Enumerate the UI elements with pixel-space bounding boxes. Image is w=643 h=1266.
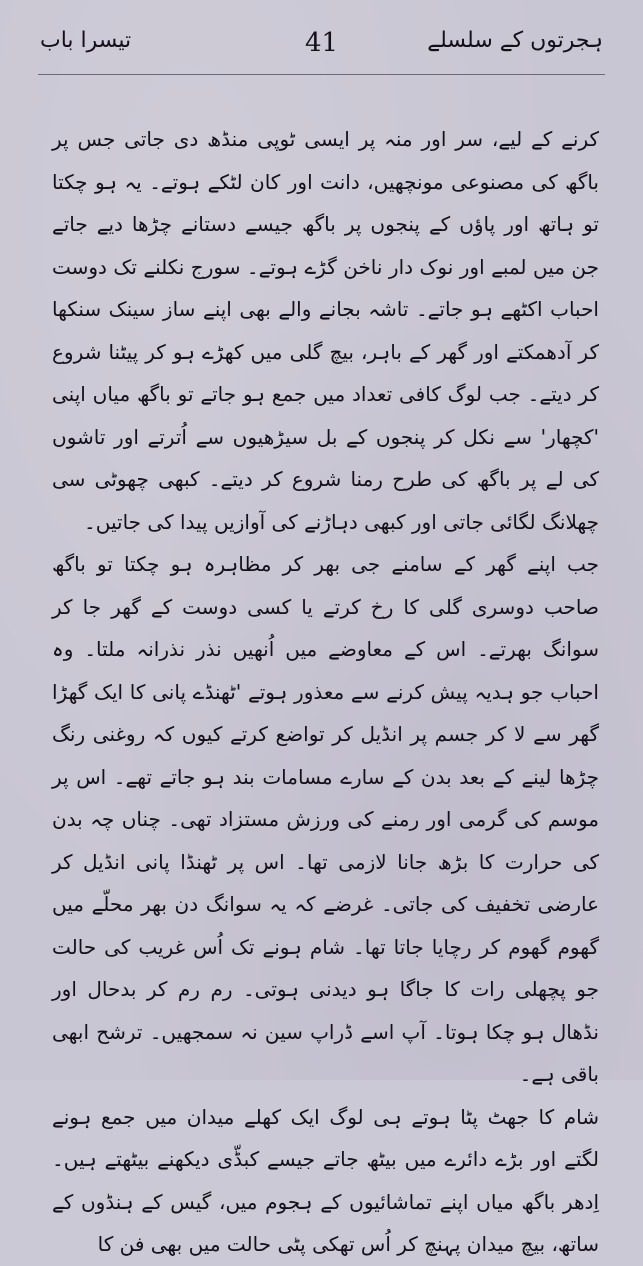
page-header <box>40 28 603 80</box>
page-number: 41 <box>304 28 339 58</box>
book-title: ہجرتوں کے سلسلے <box>427 28 603 53</box>
header-divider <box>38 74 605 75</box>
paragraph: شام کا جھٹ پٹا ہوتے ہی لوگ ایک کھلے میدان میں جمع ہونے لگتے اور بڑے دائرے میں بیٹھ جاتے جیسے کبڈّی دیکھنے بیٹھتے ہیں۔ اِدھر باگھ میاں اپنے تماشائیوں کے ہجوم میں، گیس کے ہنڈوں کے ساتھ، بیچ میدان پہنچ کر اُس تھکی پٹی حالت میں بھی فن کا <box>52 1104 599 1256</box>
paragraph: جب اپنے گھر کے سامنے جی بھر کر مظاہرہ ہو چکتا تو باگھ صاحب دوسری گلی کا رخ کرتے یا کسی دوست کے گھر جا کر سوانگ بھرتے۔ اس کے معاوضے میں اُنھیں نذر نذرانہ ملتا۔ وہ احباب جو ہدیہ پیش کرنے سے معذور ہوتے 'ٹھنڈے پانی کا ایک گھڑا گھر سے لا کر جسم پر انڈیل کر تواضع کرتے کیوں کہ روغنی رنگ چڑھا لینے کے بعد بدن کے سارے مسامات بند ہو جاتے تھے۔ اس پر موسم کی گرمی اور رمنے کی ورزش مستزاد تھی۔ چناں چہ بدن کی حرارت کا بڑھ جانا لازمی تھا۔ اس پر ٹھنڈا پانی انڈیل کر عارضی تخفیف کی جاتی۔ غرضے کہ یہ سوانگ دن بھر محلّے میں گھوم گھوم کر رچایا جاتا تھا۔ شام ہونے تک اُس غریب کی حالت جو پچھلی رات کا جاگا ہو دیدنی ہوتی۔ رم رم کر بدحال اور نڈھال ہو چکا ہوتا۔ آپ اسے ڈراپ سین نہ سمجھیں۔ ترشح ابھی باقی ہے۔ <box>52 552 599 1086</box>
paragraph: کرنے کے لیے، سر اور منہ پر ایسی ٹوپی منڈھ دی جاتی جس پر باگھ کی مصنوعی مونچھیں، دانت اور کان لٹکے ہوتے۔ یہ ہو چکتا تو ہاتھ اور پاؤں کے پنجوں پر باگھ جیسے دستانے چڑھا دیے جاتے جن میں لمبے اور نوک دار ناخن گڑے ہوتے۔ سورج نکلنے تک دوست احباب اکٹھے ہو جاتے۔ تاشہ بجانے والے بھی اپنے ساز سینک سنکھا کر آدھمکتے اور گھر کے باہر، بیچ گلی میں کھڑے ہو کر پیٹنا شروع کر دیتے۔ جب لوگ کافی تعداد میں جمع ہو جاتے تو باگھ میاں اپنی 'کچھار' سے نکل کر پنجوں کے بل سیڑھیوں سے اُترتے اور تاشوں کی لے پر باگھ کی طرح رمنا شروع کر دیتے۔ کبھی چھوٹی سی چھلانگ لگائی جاتی اور کبھی دہاڑنے کی آوازیں پیدا کی جاتیں۔ <box>52 127 599 534</box>
chapter-title: تیسرا باب <box>40 28 132 53</box>
page-body <box>52 118 599 1266</box>
